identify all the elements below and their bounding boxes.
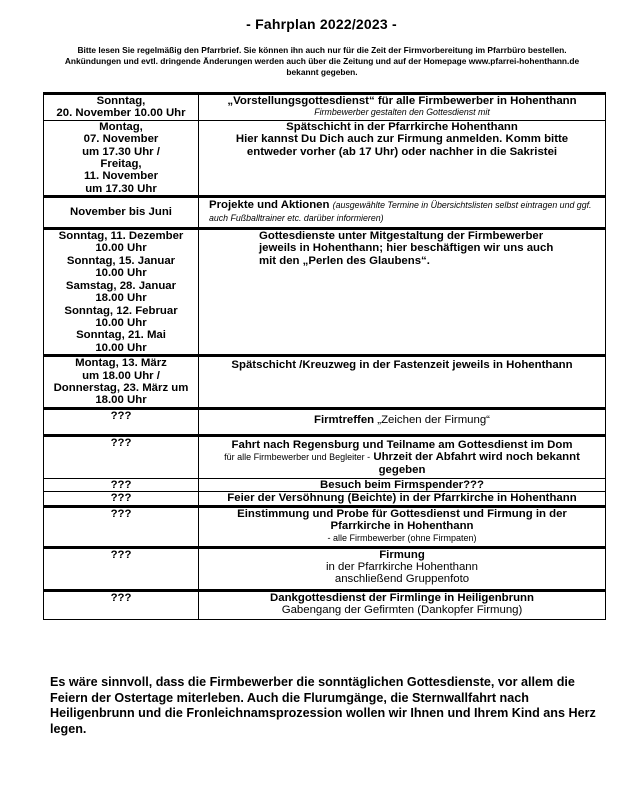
table-row [44,478,606,491]
date-line: November bis Juni [70,206,172,219]
table-row [44,547,606,590]
table-row [44,197,606,229]
date-line: 18.00 Uhr [95,394,147,407]
date-line: Montag, [99,120,143,133]
table-row [44,408,606,435]
event-cell [199,408,606,435]
event-cell [199,590,606,619]
event-title: Spätschicht in der Pfarrkirche Hohenthann [286,120,518,133]
date-line: Sonntag, [96,95,146,107]
table-row [44,590,606,619]
intro-text: Bitte lesen Sie regelmäßig den Pfarrbrief. Sie können ihn auch nur für die Zeit der Firmvorbereitung im Pfarrbüro bestellen. Ankündungen und evtl. dringende Änderungen werden auch über die Zeitung und auf der Homepage www.pfarrei-hohenthann.de bekannt gegeben. [64,45,580,77]
event-cell [199,506,606,547]
date-line: 10.00 Uhr [95,242,147,255]
date-line: Sonntag, 12. Februar [64,304,178,317]
date-line: um 17.30 Uhr [85,182,157,195]
event-text: „Zeichen der Firmung“ [377,413,490,426]
date-line: ??? [110,436,132,449]
event-title: Firmung [379,548,425,561]
event-title: Fahrt nach Regensburg und Teilname am Gottesdienst im Dom [231,438,573,451]
date-cell [44,120,199,196]
event-title: Dankgottesdienst der Firmlinge in Heiligenbrunn [270,591,534,604]
date-line: 20. November 10.00 Uhr [56,107,186,120]
schedule-table [43,92,606,620]
date-cell [44,590,199,619]
table-row [44,229,606,356]
date-cell [44,229,199,356]
date-line: ??? [110,507,132,520]
date-cell [44,435,199,478]
date-line: 10.00 Uhr [95,341,147,354]
event-cell [199,229,606,356]
event-title: „Vorstellungsgottesdienst“ für alle Firmbewerber in Hohenthann [227,95,577,107]
date-line: 10.00 Uhr [95,267,147,280]
event-title: Einstimmung und Probe für Gottesdienst und Firmung in der Pfarrkirche in Hohenthann [237,507,567,533]
table-row [44,492,606,506]
date-cell [44,478,199,491]
event-text: Hier kannst Du Dich auch zur Firmung anmelden. Komm bitte entweder vorher (ab 17 Uhr) oder nachher in die Sakristei [235,133,569,158]
table-row [44,94,606,121]
date-line: 07. November [83,133,159,146]
table-row [44,120,606,196]
event-cell [199,197,606,229]
event-title: Feier der Versöhnung (Beichte) in der Pfarrkirche in Hohenthann [227,492,577,505]
page-title: - Fahrplan 2022/2023 - [246,16,397,32]
event-note: (ausgewählte Termine in Übersichtslisten selbst eintragen und ggf. auch Fußballtrainer etc. darüber informieren) [209,200,592,223]
event-note: für alle Firmbewerber und Begleiter - [224,452,371,463]
event-cell [199,120,606,196]
date-line: ??? [110,478,132,491]
date-line: Sonntag, 11. Dezember [58,230,184,243]
date-cell [44,356,199,409]
event-title: Spätschicht /Kreuzweg in der Fastenzeit jeweils in Hohenthann [231,359,573,372]
event-title: Gottesdienste unter Mitgestaltung der Firmbewerber jeweils in Hohenthann; hier beschäftigen wir uns auch mit den „Perlen des Glaubens“. [259,230,554,267]
date-cell [44,94,199,121]
closing-paragraph: Es wäre sinnvoll, dass die Firmbewerber die sonntäglichen Gottesdienste, vor allem die Feiern der Ostertage miterleben. Auch die Flurumgänge, die Sternwallfahrt nach Heiligenbrunn und die Fronleichnamsprozession wollen wir Ihnen und Ihrem Kind ans Herz legen. [50,675,596,736]
event-title: Firmtreffen [314,413,375,426]
date-line: ??? [110,591,132,604]
event-cell [199,435,606,478]
date-line: ??? [110,548,132,561]
date-line: ??? [110,409,132,422]
date-line: Sonntag, 21. Mai [76,329,166,342]
event-text: Uhrzeit der Abfahrt wird noch bekannt gegeben [373,451,580,476]
date-line: 18.00 Uhr [95,292,147,305]
date-line: um 18.00 Uhr / [82,369,160,382]
date-line: Montag, 13. März [75,357,167,370]
date-cell [44,506,199,547]
event-cell [199,492,606,506]
event-title: Besuch beim Firmspender??? [320,478,484,491]
event-text: anschließend Gruppenfoto [334,573,470,586]
event-text: Gabengang der Gefirmten (Dankopfer Firmung) [281,604,523,617]
event-cell [199,94,606,121]
date-line: Samstag, 28. Januar [65,279,177,292]
event-note: Firmbewerber gestalten den Gottesdienst mit [314,107,490,118]
event-cell [199,478,606,491]
date-line: um 17.30 Uhr / [82,145,160,158]
date-line: Donnerstag, 23. März um [53,381,189,394]
date-cell [44,492,199,506]
table-row [44,506,606,547]
date-cell [44,408,199,435]
event-cell [199,356,606,409]
event-note: - alle Firmbewerber (ohne Firmpaten) [327,532,477,543]
date-cell [44,197,199,229]
date-line: 11. November [83,170,159,183]
event-text: in der Pfarrkirche Hohenthann [326,561,478,573]
date-line: 10.00 Uhr [95,316,147,329]
date-line: Sonntag, 15. Januar [66,254,176,267]
table-row [44,435,606,478]
date-line: Freitag, [100,158,142,171]
date-line: ??? [110,492,132,505]
table-row [44,356,606,409]
event-cell [199,547,606,590]
date-cell [44,547,199,590]
event-title: Projekte und Aktionen [209,199,330,212]
